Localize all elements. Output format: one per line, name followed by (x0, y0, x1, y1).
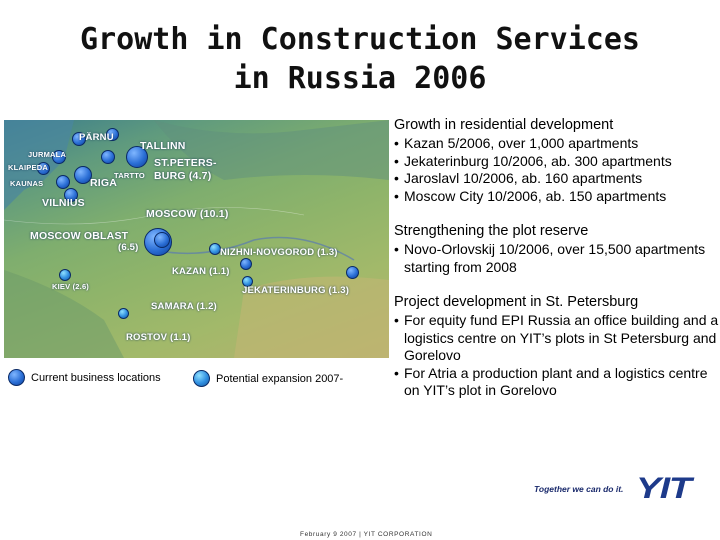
city-label-moscow: MOSCOW (10.1) (146, 208, 229, 220)
bullet-item: • For equity fund EPI Russia an office building and a logistics centre on YIT’s plots in St Petersburg and Gorelovo (394, 312, 720, 365)
city-marker-kazan (240, 258, 252, 270)
bullet-item: • For Atria a production plant and a logistics centre on YIT’s plot in Gorelovo (394, 365, 720, 400)
city-label-st-petersburg-line2: BURG (4.7) (154, 170, 212, 182)
city-label-moscow-oblast-line1: MOSCOW OBLAST (30, 230, 129, 242)
legend-expansion-label: Potential expansion 2007- (216, 372, 344, 385)
legend-current-label: Current business locations (31, 371, 161, 384)
city-label-kazan: KAZAN (1.1) (172, 266, 230, 277)
city-marker-tartto (101, 150, 115, 164)
section-plot-reserve (394, 222, 720, 276)
city-marker-rostov (118, 308, 129, 319)
city-marker-jekaterinburg (346, 266, 359, 279)
city-label-parnu: PÄRNU (79, 132, 114, 143)
current-location-dot-icon (8, 369, 25, 386)
footer-text: February 9 2007 | YIT CORPORATION (300, 531, 433, 538)
city-marker-kiev (59, 269, 71, 281)
bullet-item: • Moscow City 10/2006, ab. 150 apartments (394, 188, 720, 206)
bullet-list (394, 135, 720, 205)
slide-title-line1: Growth in Construction Services (80, 22, 640, 57)
bullet-item: • Novo-Orlovskij 10/2006, over 15,500 apartments starting from 2008 (394, 241, 720, 276)
expansion-location-dot-icon (193, 370, 210, 387)
brand-tagline: Together we can do it. (534, 484, 624, 494)
city-label-jurmala: JURMALA (28, 150, 67, 159)
section-heading: Growth in residential development (394, 117, 614, 133)
slide-title-line2: in Russia 2006 (233, 61, 487, 96)
legend-expansion (193, 370, 343, 387)
city-marker-moscow-oblast (154, 232, 170, 248)
city-label-rostov: ROSTOV (1.1) (126, 332, 191, 343)
city-label-moscow-oblast-line2: (6.5) (118, 242, 139, 253)
city-label-kaunas: KAUNAS (10, 179, 44, 188)
section-heading: Strengthening the plot reserve (394, 223, 589, 239)
city-label-st-petersburg-line1: ST.PETERS- (154, 157, 217, 169)
slide-title (0, 20, 720, 98)
city-marker-kaunas (56, 175, 70, 189)
bullet-list (394, 312, 720, 400)
city-label-tallinn: TALLINN (140, 140, 186, 152)
city-label-samara: SAMARA (1.2) (151, 301, 217, 312)
city-label-tartto: TARTTO (114, 171, 145, 180)
section-project-development (394, 293, 720, 400)
yit-logo: YIT (636, 472, 691, 505)
bullet-item: • Jaroslavl 10/2006, ab. 160 apartments (394, 170, 720, 188)
legend-current (8, 369, 161, 386)
city-label-vilnius: VILNIUS (42, 197, 85, 209)
city-label-kiev: KIEV (2.6) (52, 282, 90, 291)
bullet-list (394, 241, 720, 276)
section-residential (394, 116, 720, 205)
russia-map (4, 120, 389, 358)
bullet-item: • Jekaterinburg 10/2006, ab. 300 apartments (394, 153, 720, 171)
bullet-item: • Kazan 5/2006, over 1,000 apartments (394, 135, 720, 153)
section-heading: Project development in St. Petersburg (394, 294, 639, 310)
city-label-nizhni-novgorod: NIZHNI-NOVGOROD (1.3) (220, 247, 338, 258)
content-panel (394, 116, 720, 400)
city-label-klaipeda: KLAIPEDA (8, 163, 48, 172)
city-label-jekaterinburg: JEKATERINBURG (1.3) (242, 285, 350, 296)
city-label-riga: RIGA (90, 177, 118, 189)
